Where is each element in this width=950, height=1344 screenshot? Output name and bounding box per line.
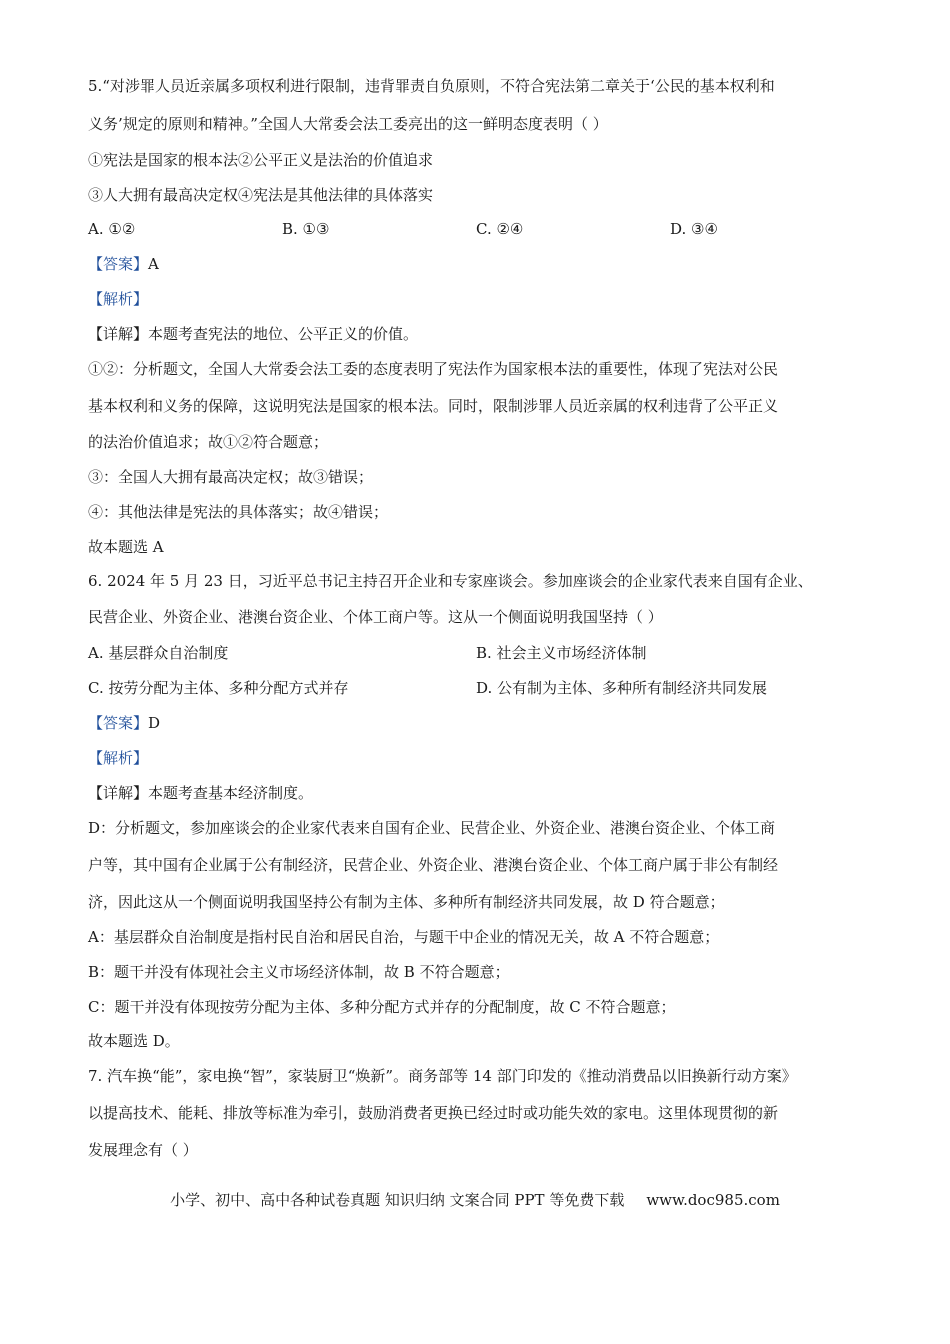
q5-option-c: C. ②④ (476, 220, 524, 238)
q5-stem-line-2: 义务’规定的原则和精神。”全国人大常委会法工委亮出的这一鲜明态度表明（ ） (88, 115, 608, 133)
q5-option-a: A. ①② (88, 220, 136, 238)
q6-explanation-line: D：分析题文，参加座谈会的企业家代表来自国有企业、民营企业、外资企业、港澳台资企业、个体工商 (88, 819, 776, 837)
q5-option-d: D. ③④ (670, 220, 718, 238)
q5-statements-line-1: ①宪法是国家的根本法②公平正义是法治的价值追求 (88, 151, 434, 169)
q6-option-c: C. 按劳分配为主体、多种分配方式并存 (88, 679, 349, 697)
q6-explanation-line: C：题干并没有体现按劳分配为主体、多种分配方式并存的分配制度，故 C 不符合题意； (88, 998, 676, 1016)
q5-detail-row (88, 324, 418, 344)
q6-detail-tag: 【详解】 (88, 784, 149, 802)
q6-explanation-line: B：题干并没有体现社会主义市场经济体制，故 B 不符合题意； (88, 963, 510, 981)
q7-stem-line-1: 7. 汽车换“能”，家电换“智”，家装厨卫“焕新”。商务部等 14 部门印发的《推动消费品以旧换新行动方案》 (88, 1067, 797, 1085)
q5-explanation-line: 基本权利和义务的保障，这说明宪法是国家的根本法。同时，限制涉罪人员近亲属的权利违背了公平正义 (88, 397, 779, 415)
q5-conclusion: 故本题选 A (88, 538, 164, 556)
footer-text: 小学、初中、高中各种试卷真题 知识归纳 文案合同 PPT 等免费下载 (170, 1191, 625, 1209)
q5-answer-tag: 【答案】 (88, 255, 149, 273)
q5-explanation-line: ③：全国人大拥有最高决定权；故③错误； (88, 468, 374, 486)
q6-option-a: A. 基层群众自治制度 (88, 644, 229, 662)
q6-stem-line-1: 6. 2024 年 5 月 23 日，习近平总书记主持召开企业和专家座谈会。参加座谈会的企业家代表来自国有企业、 (88, 572, 813, 590)
q5-stem-line-1: 5.“对涉罪人员近亲属多项权利进行限制，违背罪责自负原则，不符合宪法第二章关于‘公民的基本权利和 (88, 77, 775, 95)
q5-answer-value: A (148, 255, 159, 273)
footer-url[interactable]: www.doc985.com (646, 1191, 780, 1209)
q6-conclusion: 故本题选 D。 (88, 1032, 180, 1050)
q6-detail-row (88, 783, 313, 803)
q5-analysis-tag: 【解析】 (88, 290, 149, 308)
q5-answer-row (88, 254, 159, 274)
q6-option-d: D. 公有制为主体、多种所有制经济共同发展 (476, 679, 768, 697)
q5-option-b: B. ①③ (282, 220, 330, 238)
q5-explanation-line: ①②：分析题文，全国人大常委会法工委的态度表明了宪法作为国家根本法的重要性，体现了宪法对公民 (88, 360, 779, 378)
q6-explanation-line: 济，因此这从一个侧面说明我国坚持公有制为主体、多种所有制经济共同发展，故 D 符合题意； (88, 893, 725, 911)
q5-detail-tag: 【详解】 (88, 325, 149, 343)
q6-explanation-line: 户等，其中国有企业属于公有制经济，民营企业、外资企业、港澳台资企业、个体工商户属于非公有制经 (88, 856, 779, 874)
q6-detail-text: 本题考查基本经济制度。 (148, 784, 314, 802)
q6-option-b: B. 社会主义市场经济体制 (476, 644, 647, 662)
q6-answer-value: D (148, 714, 161, 732)
q5-explanation-line: 的法治价值追求；故①②符合题意； (88, 433, 329, 451)
q6-answer-row (88, 713, 160, 733)
q5-detail-text: 本题考查宪法的地位、公平正义的价值。 (148, 325, 419, 343)
q6-analysis-tag: 【解析】 (88, 749, 149, 767)
q5-statements-line-2: ③人大拥有最高决定权④宪法是其他法律的具体落实 (88, 186, 434, 204)
q7-stem-line-2: 以提高技术、能耗、排放等标准为牵引，鼓励消费者更换已经过时或功能失效的家电。这里体现贯彻的新 (88, 1104, 779, 1122)
q7-stem-line-3: 发展理念有（ ） (88, 1141, 198, 1159)
q6-answer-tag: 【答案】 (88, 714, 149, 732)
q6-explanation-line: A：基层群众自治制度是指村民自治和居民自治，与题干中企业的情况无关，故 A 不符合题意； (88, 928, 720, 946)
q6-stem-line-2: 民营企业、外资企业、港澳台资企业、个体工商户等。这从一个侧面说明我国坚持（ ） (88, 608, 663, 626)
page-footer (0, 1190, 950, 1210)
q5-explanation-line: ④：其他法律是宪法的具体落实；故④错误； (88, 503, 389, 521)
